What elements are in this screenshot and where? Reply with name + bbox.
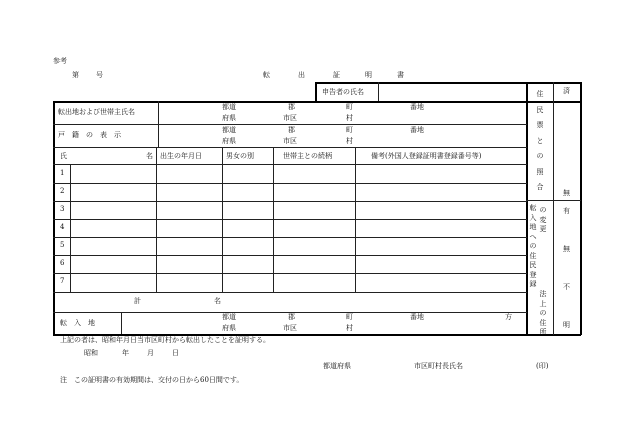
right-fu: 不	[563, 283, 570, 291]
row-number: 6	[60, 259, 65, 267]
move-banchi: 番地	[410, 313, 424, 321]
col-name-divider	[156, 147, 157, 293]
addr1-cho: 町	[346, 103, 353, 111]
right-ari: 有	[563, 207, 570, 215]
title-char-3: 証	[333, 71, 340, 79]
total-kei: 計	[134, 297, 141, 305]
addr2-cho: 町	[346, 126, 353, 134]
col-birth-divider	[222, 147, 223, 293]
addr2-shiku: 市区	[283, 137, 297, 145]
header-name-2: 名	[146, 152, 153, 160]
row-line-3	[53, 219, 527, 220]
move-cho: 町	[346, 313, 353, 321]
right-mei: 明	[563, 321, 570, 329]
date-month: 月	[147, 349, 154, 357]
addr1-banchi: 番地	[410, 103, 424, 111]
reference-label: 参考	[53, 57, 67, 65]
right-nashi-1: 無	[563, 189, 570, 197]
row-line-1	[53, 183, 527, 184]
applicant-label: 申告者の氏名	[322, 88, 364, 96]
date-showa: 昭和	[84, 349, 98, 357]
row-number: 7	[60, 277, 65, 285]
date-day: 日	[172, 349, 179, 357]
move-shiku: 市区	[283, 324, 297, 332]
number-suffix: 号	[96, 71, 103, 79]
row-line-7	[53, 292, 527, 293]
addr2-fuken: 府県	[222, 137, 236, 145]
row-number: 3	[60, 205, 65, 213]
applicant-name-field[interactable]	[382, 89, 522, 97]
move-fuken: 府県	[222, 324, 236, 332]
col-sex-divider	[273, 147, 274, 293]
addr-row-divider	[53, 124, 527, 125]
title-char-5: 書	[397, 71, 404, 79]
title-char-4: 明	[365, 71, 372, 79]
row-number: 1	[60, 169, 65, 177]
side-bottom-text-1: 転 入 地 へ の 住 民 登 録	[529, 204, 537, 288]
total-mei: 名	[214, 297, 221, 305]
applicant-box-left	[315, 82, 317, 101]
addr1-to: 都道	[222, 103, 236, 111]
header-sex: 男女の別	[226, 152, 254, 160]
number-prefix: 第	[72, 71, 79, 79]
header-relation: 世帯主との続柄	[283, 152, 332, 160]
date-year: 年	[122, 349, 129, 357]
header-name-1: 氏	[60, 152, 67, 160]
footer-mayor: 市区町村長氏名	[414, 362, 463, 370]
applicant-box-divider	[378, 82, 379, 101]
move-to: 都道	[222, 313, 236, 321]
addr2-to: 都道	[222, 126, 236, 134]
row-number: 4	[60, 223, 65, 231]
move-kata: 方	[505, 313, 512, 321]
side-col-left	[526, 82, 528, 335]
addr-label-divider	[158, 101, 159, 147]
addr1-gun: 郡	[288, 103, 295, 111]
header-remarks: 備考(外国人登録証明書登録番号等)	[371, 152, 482, 160]
addr2-gun: 郡	[288, 126, 295, 134]
move-gun: 郡	[288, 313, 295, 321]
addr-row-label-2: 戸 籍 の 表 示	[58, 131, 121, 139]
row-line-2	[53, 201, 527, 202]
row-number: 2	[60, 187, 65, 195]
addr1-son: 村	[346, 114, 353, 122]
side-col-split	[526, 200, 581, 201]
addr-row-bottom	[53, 147, 527, 148]
row-number: 5	[60, 241, 65, 249]
applicant-box-top	[315, 82, 526, 84]
row-line-6	[53, 273, 527, 274]
addr1-fuken: 府県	[222, 114, 236, 122]
row-line-5	[53, 255, 527, 256]
side-bottom-text-2: の 変 更	[539, 206, 547, 233]
seal-mark: (印)	[536, 362, 549, 370]
addr1-shiku: 市区	[283, 114, 297, 122]
header-row-bottom	[53, 164, 527, 165]
right-nashi-2: 無	[563, 245, 570, 253]
right-sumi: 済	[563, 87, 570, 95]
header-birth: 出生の年月日	[160, 152, 202, 160]
row-line-4	[53, 237, 527, 238]
addr-row-label-1: 転出地および世帯主氏名	[58, 108, 135, 116]
addr2-banchi: 番地	[410, 126, 424, 134]
addr2-son: 村	[346, 137, 353, 145]
footer-pref: 都道府県	[323, 362, 351, 370]
certify-text: 上記の者は、昭和年月日当市区町村から転出したことを証明する。	[60, 336, 270, 344]
side-col-divider	[553, 82, 554, 335]
move-son: 村	[346, 324, 353, 332]
side-bottom-text-3: 法 上 の 住 所	[539, 290, 547, 336]
table-right-border	[580, 82, 582, 335]
title-char-1: 転	[263, 71, 270, 79]
moving-label-divider	[121, 312, 122, 334]
table-left-border	[53, 101, 55, 335]
moving-to-label: 転 入 地	[60, 319, 95, 327]
validity-note: 注 この証明書の有効期間は、交付の日から60日間です。	[60, 376, 244, 384]
table-top-border	[53, 101, 581, 103]
side-top-text: 住 民 票 と の 照 合	[536, 90, 544, 191]
title-char-2: 出	[298, 71, 305, 79]
col-relation-divider	[355, 147, 356, 293]
